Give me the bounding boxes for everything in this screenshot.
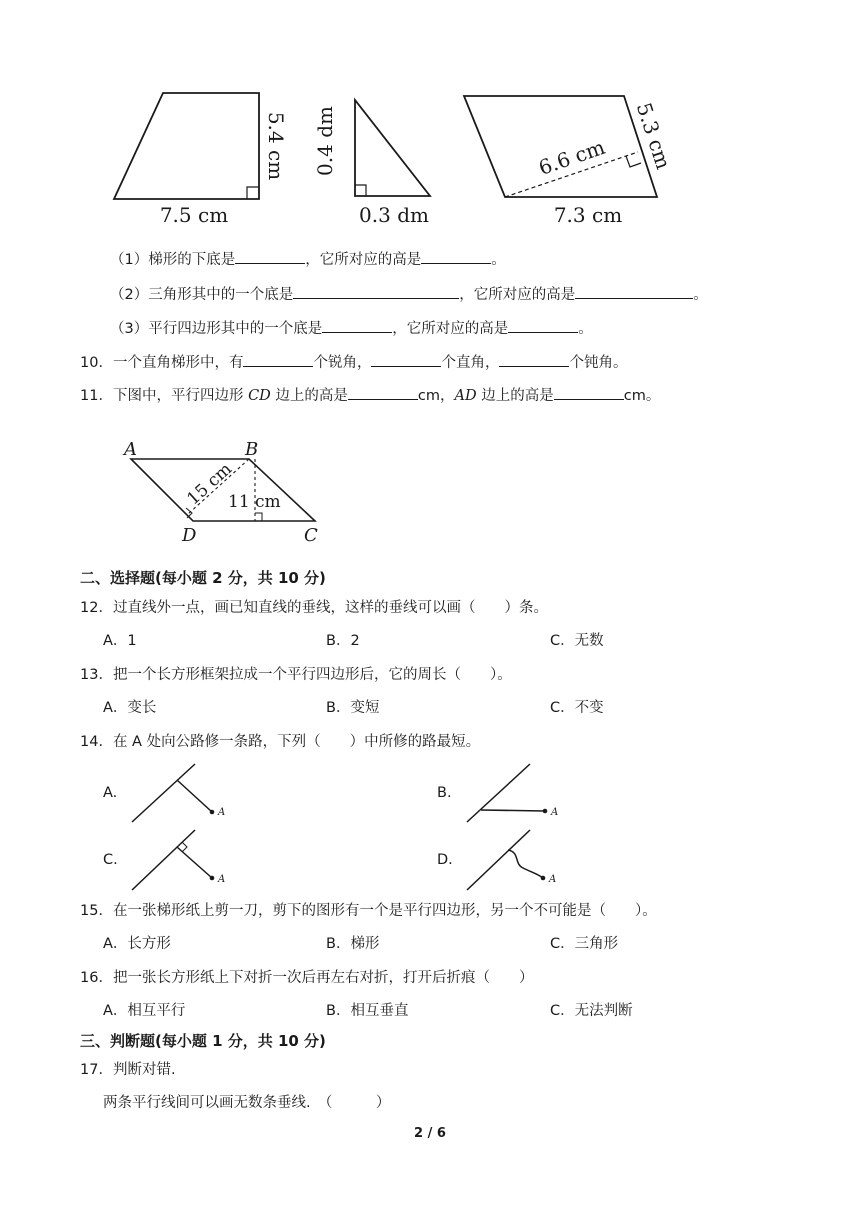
trapezoid-shape [114, 93, 259, 199]
q11-vertex-d: D [182, 525, 197, 546]
answer-blank[interactable] [348, 383, 418, 400]
q14-option-c[interactable]: C. [103, 852, 118, 868]
answer-blank[interactable] [421, 247, 491, 264]
q14-figure-b[interactable] [460, 760, 570, 830]
top-figures [0, 0, 860, 235]
question-11: 11．下图中，平行四边形 CD 边上的高是 cm，AD 边上的高是 cm。 [80, 383, 660, 406]
question-14: 14．在 A 处向公路修一条路，下列（ ）中所修的路最短。 [80, 734, 481, 750]
svg-text:A: A [551, 807, 559, 818]
parallelogram-right-angle-mark [626, 156, 641, 167]
question-17: 17．判断对错. [80, 1062, 176, 1078]
section-3-heading: 三、判断题(每小题 1 分，共 10 分) [80, 1032, 326, 1050]
answer-blank[interactable] [293, 282, 459, 299]
question-15: 15．在一张梯形纸上剪一刀，剪下的图形有一个是平行四边形，另一个不可能是（ ）。 [80, 903, 657, 919]
answer-blank[interactable] [575, 282, 693, 299]
q11-right-angle-mark-cd [255, 513, 262, 521]
section-2-heading: 二、选择题(每小题 2 分，共 10 分) [80, 569, 326, 587]
q12-option-c[interactable]: C．无数 [550, 633, 604, 649]
triangle-shape [355, 100, 430, 196]
q14-figure-d[interactable] [460, 826, 570, 896]
q14-option-b[interactable]: B. [437, 785, 452, 801]
svg-text:A: A [549, 874, 557, 885]
answer-blank[interactable] [322, 316, 392, 333]
question-10: 10．一个直角梯形中，有 个锐角， 个直角， 个钝角。 [80, 350, 627, 373]
q16-option-c[interactable]: C．无法判断 [550, 1003, 633, 1019]
parallelogram-side-label: 5.3 cm [631, 99, 676, 173]
q14-figure-c[interactable] [125, 826, 235, 896]
answer-blank[interactable] [371, 350, 441, 367]
page-number: 2 / 6 [414, 1126, 446, 1141]
q12-option-b[interactable]: B．2 [326, 633, 360, 649]
q9-sub-3: （3）平行四边形其中的一个底是 ，它所对应的高是 。 [110, 316, 593, 339]
answer-blank[interactable] [243, 350, 313, 367]
answer-blank[interactable] [554, 383, 624, 400]
q11-diag-label: 15 cm [183, 459, 236, 510]
parallelogram-shape [464, 96, 657, 197]
q13-option-b[interactable]: B．变短 [326, 700, 380, 716]
answer-blank[interactable] [508, 316, 578, 333]
question-12: 12．过直线外一点，画已知直线的垂线，这样的垂线可以画（ ）条。 [80, 600, 548, 616]
q11-vertex-a: A [124, 439, 137, 460]
triangle-base-label: 0.3 dm [359, 203, 429, 227]
q11-vertex-c: C [304, 525, 318, 546]
answer-blank[interactable] [499, 350, 569, 367]
svg-text:A: A [218, 807, 226, 818]
parallelogram-height-label: 6.6 cm [535, 134, 608, 180]
q9-sub-1: （1）梯形的下底是 ，它所对应的高是 。 [110, 247, 506, 270]
q15-option-a[interactable]: A．长方形 [103, 936, 171, 952]
q9-sub-2: （2）三角形其中的一个底是 ，它所对应的高是 。 [110, 282, 708, 305]
q17-statement: 两条平行线间可以画无数条垂线. （ ） [103, 1095, 391, 1111]
trapezoid-right-angle-mark [247, 187, 259, 199]
q13-option-a[interactable]: A．变长 [103, 700, 157, 716]
parallelogram-base-label: 7.3 cm [553, 203, 623, 227]
q12-option-a[interactable]: A．1 [103, 633, 137, 649]
q14-option-a[interactable]: A. [103, 785, 118, 801]
q14-figure-a[interactable] [125, 760, 235, 830]
q15-option-b[interactable]: B．梯形 [326, 936, 380, 952]
question-16: 16．把一张长方形纸上下对折一次后再左右对折，打开后折痕（ ） [80, 970, 534, 986]
q15-option-c[interactable]: C．三角形 [550, 936, 619, 952]
q14-option-d[interactable]: D. [437, 852, 453, 868]
q11-vertex-b: B [245, 439, 259, 460]
trapezoid-base-label: 7.5 cm [159, 203, 229, 227]
svg-text:A: A [218, 874, 226, 885]
q13-option-c[interactable]: C．不变 [550, 700, 604, 716]
answer-blank[interactable] [235, 247, 305, 264]
triangle-height-label: 0.4 dm [313, 106, 337, 176]
triangle-right-angle-mark [355, 185, 366, 196]
q16-option-b[interactable]: B．相互垂直 [326, 1003, 409, 1019]
trapezoid-height-label: 5.4 cm [264, 111, 288, 181]
question-13: 13．把一个长方形框架拉成一个平行四边形后，它的周长（ ）。 [80, 667, 512, 683]
q11-height-label: 11 cm [228, 492, 281, 512]
q11-parallelogram-figure [110, 430, 350, 550]
q16-option-a[interactable]: A．相互平行 [103, 1003, 186, 1019]
